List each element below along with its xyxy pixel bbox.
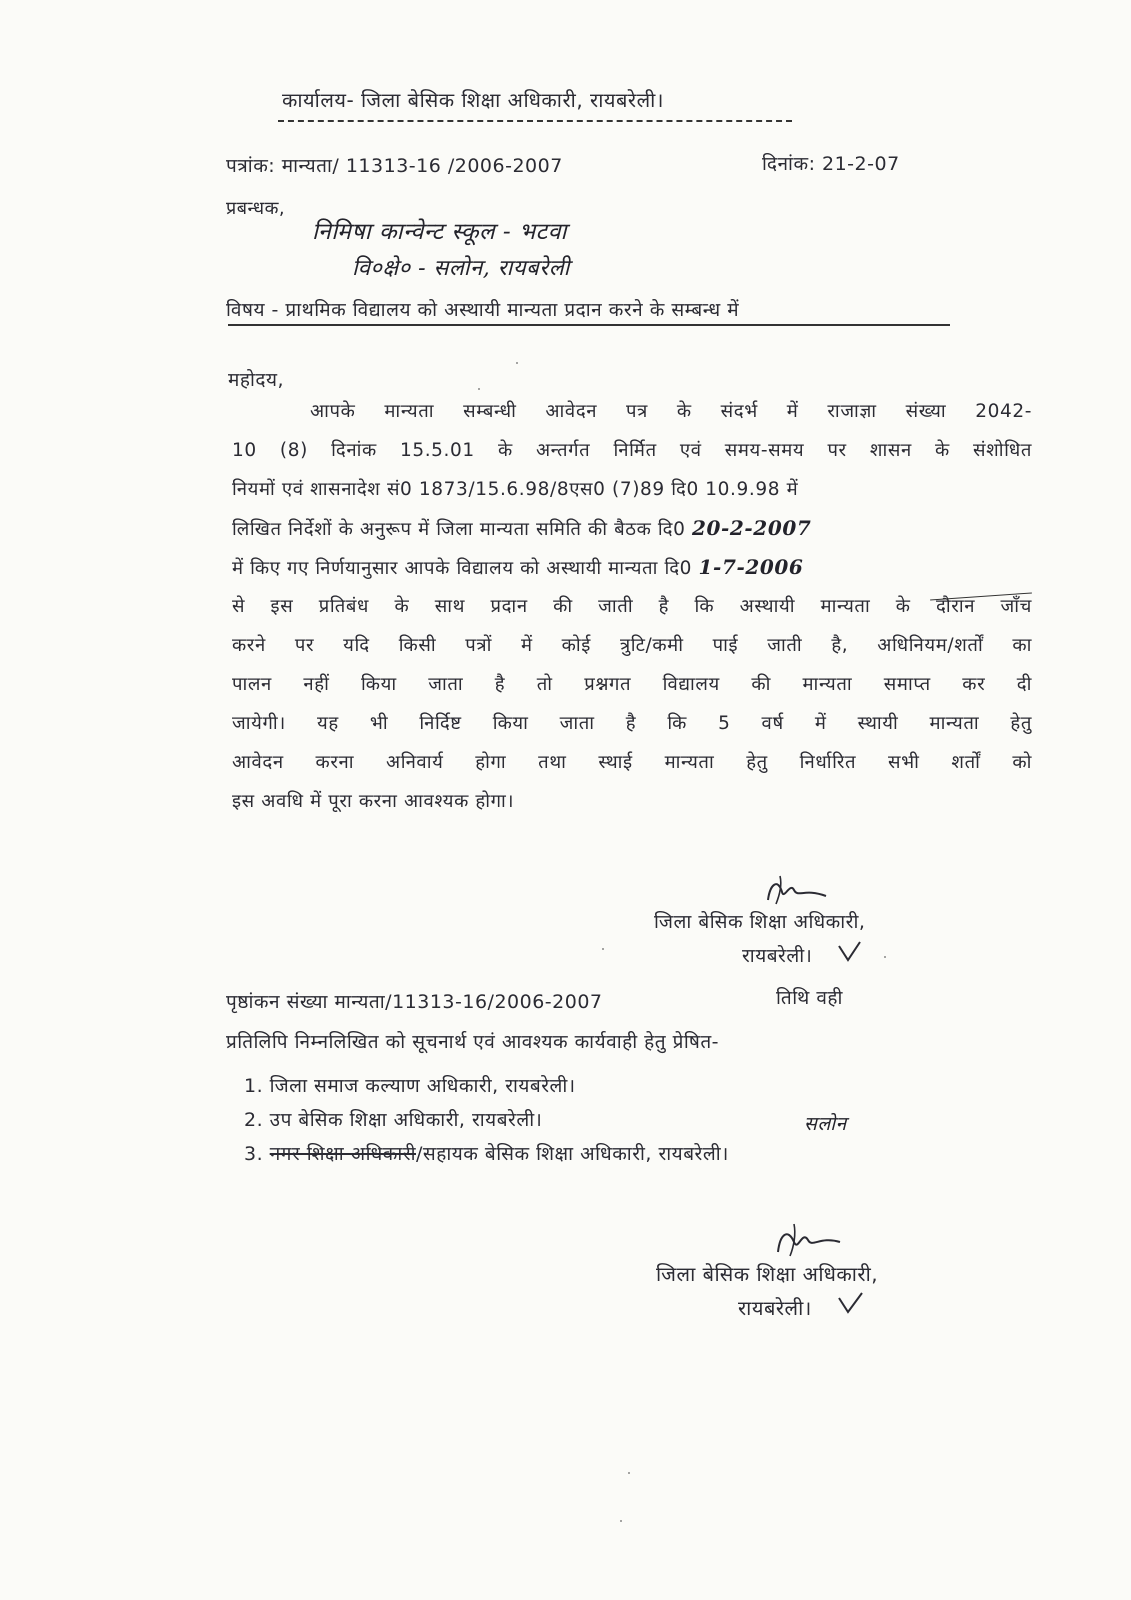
body-line: करने पर यदि किसी पत्रों में कोई त्रुटि/कमी पाई जाती है, अधिनियम/शर्तों का xyxy=(232,635,1032,656)
salon-handwritten-note: सलोन xyxy=(804,1113,847,1135)
scan-speck xyxy=(628,1472,630,1474)
body-line: आपके मान्यता सम्बन्धी आवेदन पत्र के संदर्भ में राजाज्ञा संख्या 2042- xyxy=(310,401,1032,422)
scan-speck xyxy=(620,1520,622,1522)
signature-mark-2 xyxy=(772,1218,844,1262)
scan-speck xyxy=(602,948,604,950)
body-line: पालन नहीं किया जाता है तो प्रश्नगत विद्यालय की मान्यता समाप्त कर दी xyxy=(232,674,1032,695)
addressee-block: वि०क्षे० - सलोन, रायबरेली xyxy=(352,256,570,281)
salutation: महोदय, xyxy=(228,369,285,391)
copy-list-item: 1. जिला समाज कल्याण अधिकारी, रायबरेली। xyxy=(244,1075,576,1097)
recognition-date-handwritten: 1-7-2006 xyxy=(698,555,804,579)
addressee-name: निमिषा कान्वेन्ट स्कूल - भटवा xyxy=(312,219,568,245)
meeting-date-handwritten: 20-2-2007 xyxy=(691,516,812,540)
initial-mark-2 xyxy=(836,1290,866,1316)
office-title: कार्यालय- जिला बेसिक शिक्षा अधिकारी, रायबरेली। xyxy=(282,88,664,112)
addressee-role: प्रबन्धक, xyxy=(226,198,286,219)
letter-date: दिनांक: 21-2-07 xyxy=(762,153,900,175)
endorsement-ref: पृष्ठांकन संख्या मान्यता/11313-16/2006-2007 xyxy=(226,991,603,1013)
body-line: से इस प्रतिबंध के साथ प्रदान की जाती है कि अस्थायी मान्यता के दौरान जाँच xyxy=(232,596,1032,617)
struck-text: नगर शिक्षा अधिकारी xyxy=(269,1143,416,1165)
body-line: जायेगी। यह भी निर्दिष्ट किया जाता है कि 5 वर्ष में स्थायी मान्यता हेतु xyxy=(232,713,1032,734)
item3-text: /सहायक बेसिक शिक्षा अधिकारी, रायबरेली। xyxy=(416,1143,729,1165)
copy-list-item: 2. उप बेसिक शिक्षा अधिकारी, रायबरेली। xyxy=(244,1109,543,1131)
initial-mark-1 xyxy=(836,940,864,964)
subject-underline xyxy=(228,324,950,326)
letter-number: पत्रांक: मान्यता/ 11313-16 /2006-2007 xyxy=(226,155,563,177)
signatory-place-1: रायबरेली। xyxy=(742,945,813,967)
body-line: नियमों एवं शासनादेश सं0 1873/15.6.98/8एस0 (7)89 दि0 10.9.98 में xyxy=(232,479,799,500)
endorsement-intro: प्रतिलिपि निम्नलिखित को सूचनार्थ एवं आवश्यक कार्यवाही हेतु प्रेषित- xyxy=(226,1031,720,1053)
body-line-text: में किए गए निर्णयानुसार आपके विद्यालय को अस्थायी मान्यता दि0 xyxy=(232,558,693,579)
copy-list-item-3 xyxy=(244,1140,729,1166)
body-line: 10 (8) दिनांक 15.5.01 के अन्तर्गत निर्मित एवं समय-समय पर शासन के संशोधित xyxy=(232,440,1032,461)
body-line: इस अवधि में पूरा करना आवश्यक होगा। xyxy=(232,791,515,812)
body-line xyxy=(232,509,1032,548)
body-line xyxy=(232,548,1032,587)
signature-mark-1 xyxy=(760,870,830,912)
body-paragraph xyxy=(232,392,1032,821)
signatory-place-2: रायबरेली। xyxy=(738,1296,812,1320)
signatory-title-1: जिला बेसिक शिक्षा अधिकारी, xyxy=(654,911,866,933)
scan-speck xyxy=(884,956,886,958)
signatory-title-2: जिला बेसिक शिक्षा अधिकारी, xyxy=(656,1262,879,1286)
endorsement-tithi: तिथि वही xyxy=(776,987,843,1009)
scan-speck xyxy=(478,388,480,390)
item3-number: 3. xyxy=(244,1143,264,1165)
body-line: आवेदन करना अनिवार्य होगा तथा स्थाई मान्यता हेतु निर्धारित सभी शर्तों को xyxy=(232,752,1032,773)
office-title-underline xyxy=(278,120,792,122)
scan-speck xyxy=(516,362,518,364)
subject-line: विषय - प्राथमिक विद्यालय को अस्थायी मान्यता प्रदान करने के सम्बन्ध में xyxy=(226,299,740,321)
body-line-text: लिखित निर्देशों के अनुरूप में जिला मान्यता समिति की बैठक दि0 xyxy=(232,519,686,540)
